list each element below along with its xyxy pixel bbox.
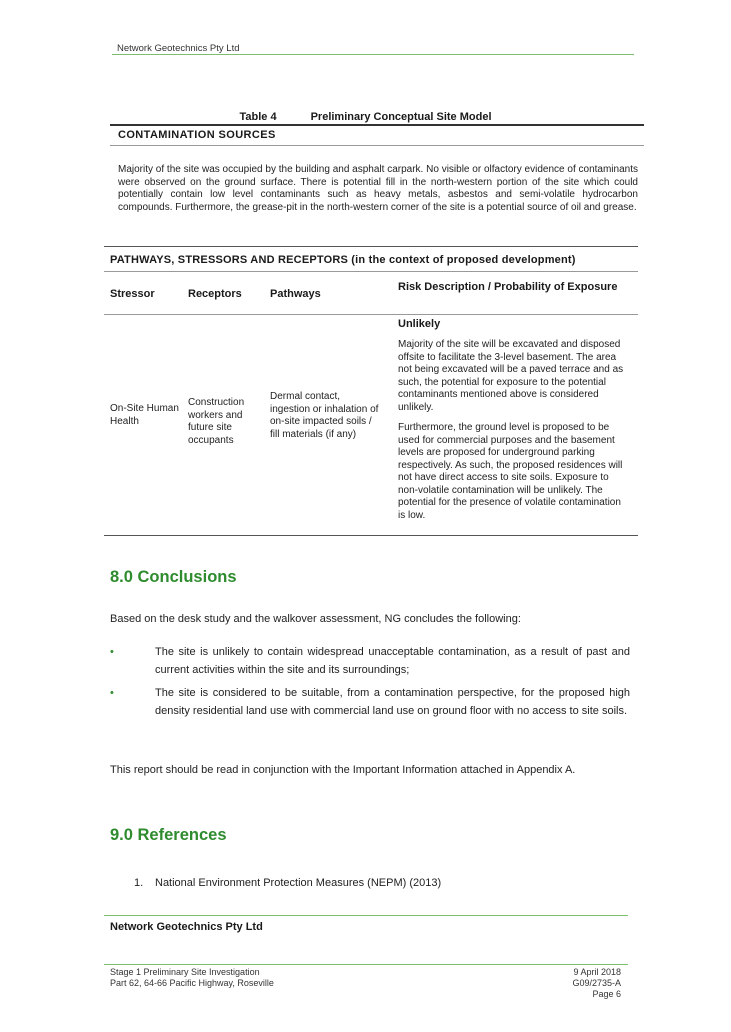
bullet-text: The site is unlikely to contain widespread unacceptable contamination, as a result of past and current activities within the site and its surroundings; bbox=[155, 646, 630, 676]
contamination-heading-rule bbox=[110, 145, 644, 146]
conclusions-closing: This report should be read in conjunction with the Important Information attached in Appendix A. bbox=[110, 764, 576, 776]
pathways-heading: PATHWAYS, STRESSORS AND RECEPTORS (in the context of proposed development) bbox=[110, 254, 576, 266]
footer-top-rule bbox=[104, 915, 628, 916]
bullet-icon: • bbox=[110, 687, 114, 699]
col-header-stressor: Stressor bbox=[110, 288, 155, 300]
table-bottom-rule bbox=[104, 535, 638, 536]
bullet-icon: • bbox=[110, 646, 114, 658]
header-company: Network Geotechnics Pty Ltd bbox=[117, 43, 240, 54]
conclusion-bullet-1 bbox=[110, 644, 630, 679]
reference-item bbox=[134, 877, 441, 889]
col-header-pathways: Pathways bbox=[270, 288, 321, 300]
footer-bottom-rule bbox=[104, 964, 628, 965]
cell-risk-description bbox=[398, 339, 626, 530]
pathways-heading-rule bbox=[104, 271, 638, 272]
bullet-text: The site is considered to be suitable, from a contamination perspective, for the proposed high density residential land use with commercial land use on ground floor with no access to site soils. bbox=[155, 687, 630, 717]
table-caption-title: Preliminary Conceptual Site Model bbox=[310, 111, 492, 123]
table-top-rule bbox=[110, 124, 644, 126]
footer-site-address: Part 62, 64-66 Pacific Highway, Roseville bbox=[110, 978, 274, 988]
cell-risk-label: Unlikely bbox=[398, 318, 441, 330]
reference-number: 1. bbox=[134, 877, 144, 889]
column-header-rule bbox=[104, 314, 638, 315]
cell-receptors: Construction workers and future site occupants bbox=[188, 397, 245, 446]
table-caption bbox=[0, 111, 731, 123]
footer-page-number: Page 6 bbox=[592, 989, 621, 999]
table-caption-number: Table 4 bbox=[239, 111, 277, 123]
conclusion-bullet-2 bbox=[110, 685, 630, 720]
footer-report-info bbox=[110, 967, 274, 989]
col-header-receptors: Receptors bbox=[188, 288, 242, 300]
risk-paragraph-1: Majority of the site will be excavated and disposed offsite to facilitate the 3-level basement. The area not being excavated will be a paved terrace and as such, the potential for exposure to the potential contaminants mentioned above is considered unlikely. bbox=[398, 339, 624, 413]
cell-pathways: Dermal contact, ingestion or inhalation of on-site impacted soils / fill materials (if any) bbox=[270, 391, 379, 440]
footer-doc-info bbox=[480, 967, 621, 1000]
pathways-top-rule bbox=[104, 246, 638, 247]
footer-reference: G09/2735-A bbox=[572, 978, 621, 988]
risk-paragraph-2: Furthermore, the ground level is proposed to be used for commercial purposes and the basement levels are proposed for underground parking respectively. As such, the proposed residences will not have direct access to site soils. Exposure to non-volatile contamination will be unlikely. The potential for the presence of volatile contamination is low. bbox=[398, 422, 623, 521]
conclusions-intro: Based on the desk study and the walkover assessment, NG concludes the following: bbox=[110, 613, 521, 625]
references-heading: 9.0 References bbox=[110, 826, 227, 844]
reference-text: National Environment Protection Measures (NEPM) (2013) bbox=[155, 877, 442, 889]
cell-stressor: On-Site Human Health bbox=[110, 403, 179, 427]
header-rule bbox=[112, 54, 634, 55]
contamination-heading: CONTAMINATION SOURCES bbox=[118, 129, 276, 141]
conclusions-heading: 8.0 Conclusions bbox=[110, 568, 237, 586]
footer-date: 9 April 2018 bbox=[573, 967, 621, 977]
contamination-text: Majority of the site was occupied by the building and asphalt carpark. No visible or olfactory evidence of contaminants were observed on the ground surface. There is potential fill in the north-western portion of the site which could potentially contain low level contaminants such as heavy metals, asbestos and semi-volatile hydrocarbon compounds. Furthermore, the grease-pit in the north-western corner of the site is a potential source of oil and grease. bbox=[118, 164, 638, 213]
footer-report-title: Stage 1 Preliminary Site Investigation bbox=[110, 967, 260, 977]
footer-company: Network Geotechnics Pty Ltd bbox=[110, 921, 263, 933]
col-header-risk: Risk Description / Probability of Exposure bbox=[398, 281, 618, 293]
